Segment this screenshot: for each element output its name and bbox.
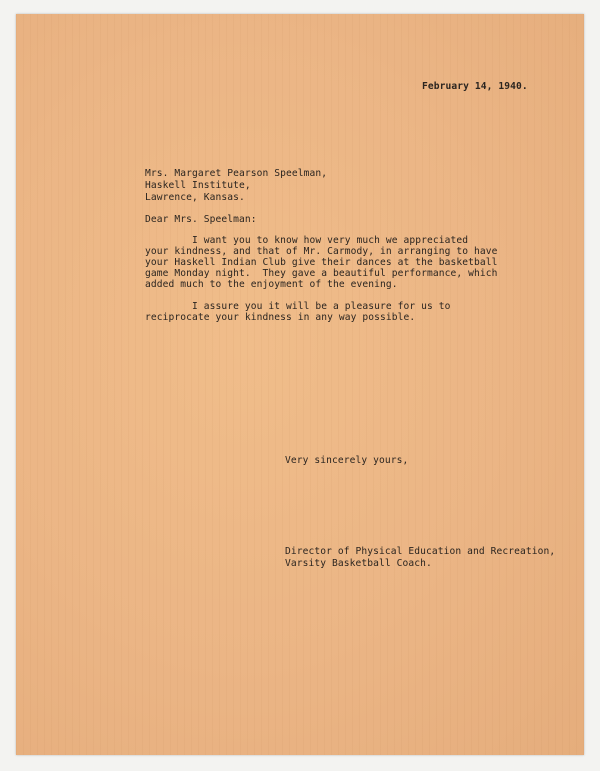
paragraph-line: game Monday night. They gave a beautiful performance, which (145, 268, 498, 279)
paragraph-line: I assure you it will be a pleasure for us to (145, 301, 451, 312)
paragraph-line: I want you to know how very much we appreciated (145, 235, 469, 246)
letter-page (16, 14, 584, 755)
paragraph-line: your kindness, and that of Mr. Carmody, in arranging to have (145, 246, 498, 257)
recipient-name: Mrs. Margaret Pearson Speelman, (145, 168, 328, 179)
signature-title-2: Varsity Basketball Coach. (285, 558, 432, 569)
paragraph-line: reciprocate your kindness in any way possible. (145, 312, 416, 323)
paragraph-line: added much to the enjoyment of the evening. (145, 279, 398, 290)
recipient-city: Lawrence, Kansas. (145, 192, 245, 203)
salutation: Dear Mrs. Speelman: (145, 214, 257, 225)
closing: Very sincerely yours, (285, 455, 409, 466)
paragraph-line: your Haskell Indian Club give their dances at the basketball (145, 257, 498, 268)
signature-title-1: Director of Physical Education and Recreation, (285, 546, 556, 557)
letter-date: February 14, 1940. (422, 81, 528, 92)
body-paragraph-1 (145, 235, 575, 290)
body-paragraph-2 (145, 301, 575, 323)
recipient-institution: Haskell Institute, (145, 180, 251, 191)
